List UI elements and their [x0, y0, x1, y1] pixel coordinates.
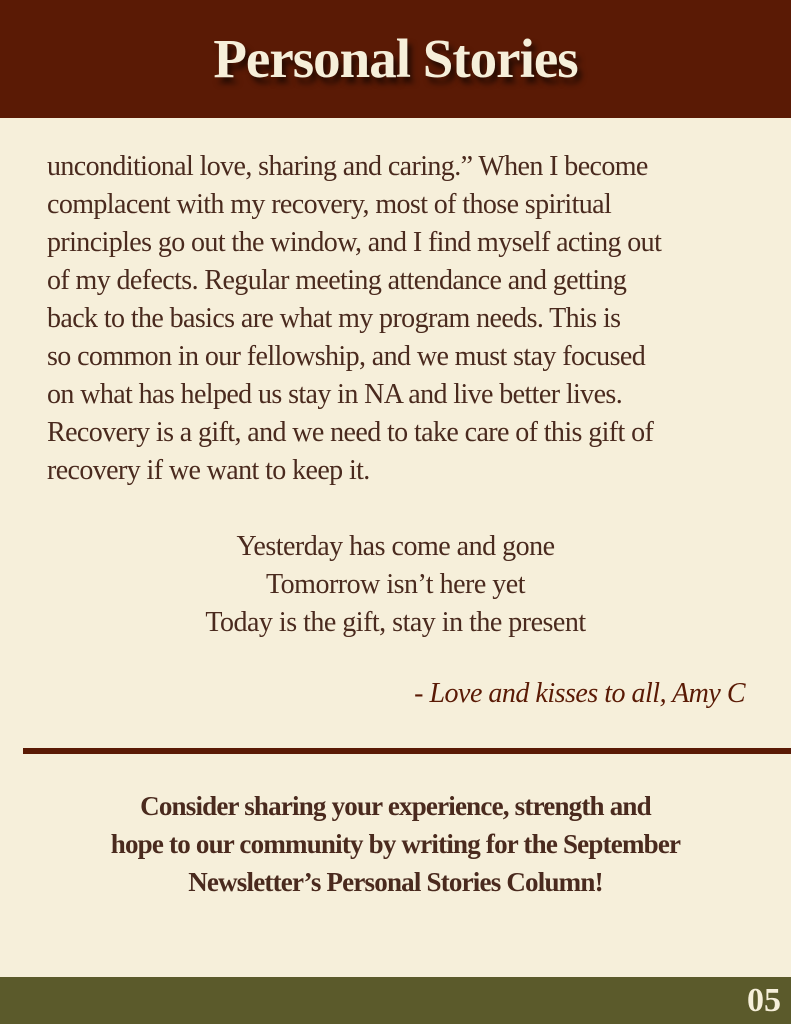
section-divider [23, 748, 791, 754]
article-body [47, 148, 767, 490]
body-line: recovery if we want to keep it. [47, 455, 370, 486]
poem [0, 528, 791, 642]
poem-line: Today is the gift, stay in the present [205, 607, 586, 638]
body-line: complacent with my recovery, most of those spiritual [47, 189, 612, 220]
body-line: back to the basics are what my program needs. This is [47, 303, 621, 334]
signature-dash: - [414, 678, 430, 709]
callout-line: Consider sharing your experience, strength and [140, 791, 651, 821]
page-header [0, 0, 791, 118]
signature-text: Love and kisses to all, Amy C [429, 678, 745, 709]
poem-line: Tomorrow isn’t here yet [266, 569, 525, 600]
page-title: Personal Stories [213, 28, 578, 89]
body-line: principles go out the window, and I find myself acting out [47, 227, 662, 258]
page-number: 05 [747, 982, 781, 1019]
body-line: so common in our fellowship, and we must stay focused [47, 341, 646, 372]
body-line: Recovery is a gift, and we need to take care of this gift of [47, 417, 654, 448]
author-signature [414, 675, 745, 713]
callout-line: Newsletter’s Personal Stories Column! [188, 867, 603, 897]
body-line: of my defects. Regular meeting attendance and getting [47, 265, 627, 296]
body-line: unconditional love, sharing and caring.” When I become [47, 151, 648, 182]
page-footer [0, 977, 791, 1024]
poem-line: Yesterday has come and gone [236, 531, 555, 562]
call-for-submissions [0, 787, 791, 901]
body-line: on what has helped us stay in NA and live better lives. [47, 379, 623, 410]
callout-line: hope to our community by writing for the September [110, 829, 681, 859]
